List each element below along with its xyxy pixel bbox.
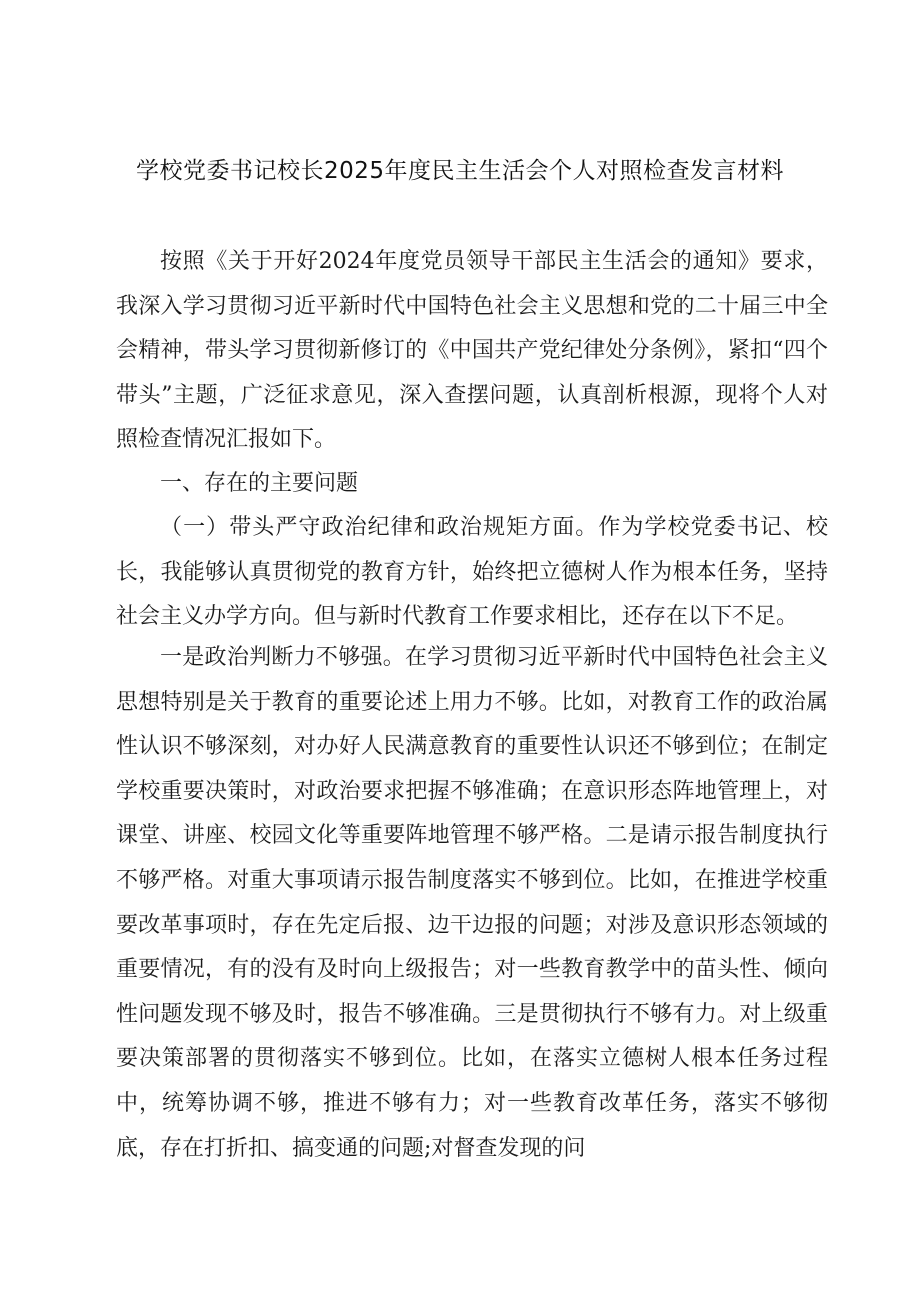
section-heading-main-problems: 一、存在的主要问题 — [160, 471, 359, 496]
problem-points-paragraph: 一是政治判断力不够强。在学习贯彻习近平新时代中国特色社会主义思想特别是关于教育的重要论述上用力不够。比如，对教育工作的政治属性认识不够深刻，对办好人民满意教育的重要性认识还不够到位；在制定学校重要决策时，对政治要求把握不够准确；在意识形态阵地管理上，对课堂、讲座、校园文化等重要阵地管理不够严格。二是请示报告制度执行不够严格。对重大事项请示报告制度落实不够到位。比如，在推进学校重要改革事项时，存在先定后报、边干边报的问题；对涉及意识形态领域的重要情况，有的没有及时向上级报告；对一些教育教学中的苗头性、倾向性问题发现不够及时，报告不够准确。三是贯彻执行不够有力。对上级重要决策部署的贯彻落实不够到位。比如，在落实立德树人根本任务过程中，统筹协调不够，推进不够有力；对一些教育改革任务，落实不够彻底，存在打折扣、搞变通的问题;对督查发现的问 — [116, 645, 828, 1161]
subsection-political-discipline-paragraph: （一）带头严守政治纪律和政治规矩方面。作为学校党委书记、校长，我能够认真贯彻党的教育方针，始终把立德树人作为根本任务，坚持社会主义办学方向。但与新时代教育工作要求相比，还存在以下不足。 — [116, 515, 828, 630]
intro-paragraph: 按照《关于开好2024年度党员领导干部民主生活会的通知》要求，我深入学习贯彻习近平新时代中国特色社会主义思想和党的二十届三中全会精神，带头学习贯彻新修订的《中国共产党纪律处分条例》，紧扣“四个带头”主题，广泛征求意见，深入查摆问题，认真剖析根源，现将个人对照检查情况汇报如下。 — [116, 249, 828, 453]
document-title: 学校党委书记校长2025年度民主生活会个人对照检查发言材料 — [135, 158, 785, 184]
